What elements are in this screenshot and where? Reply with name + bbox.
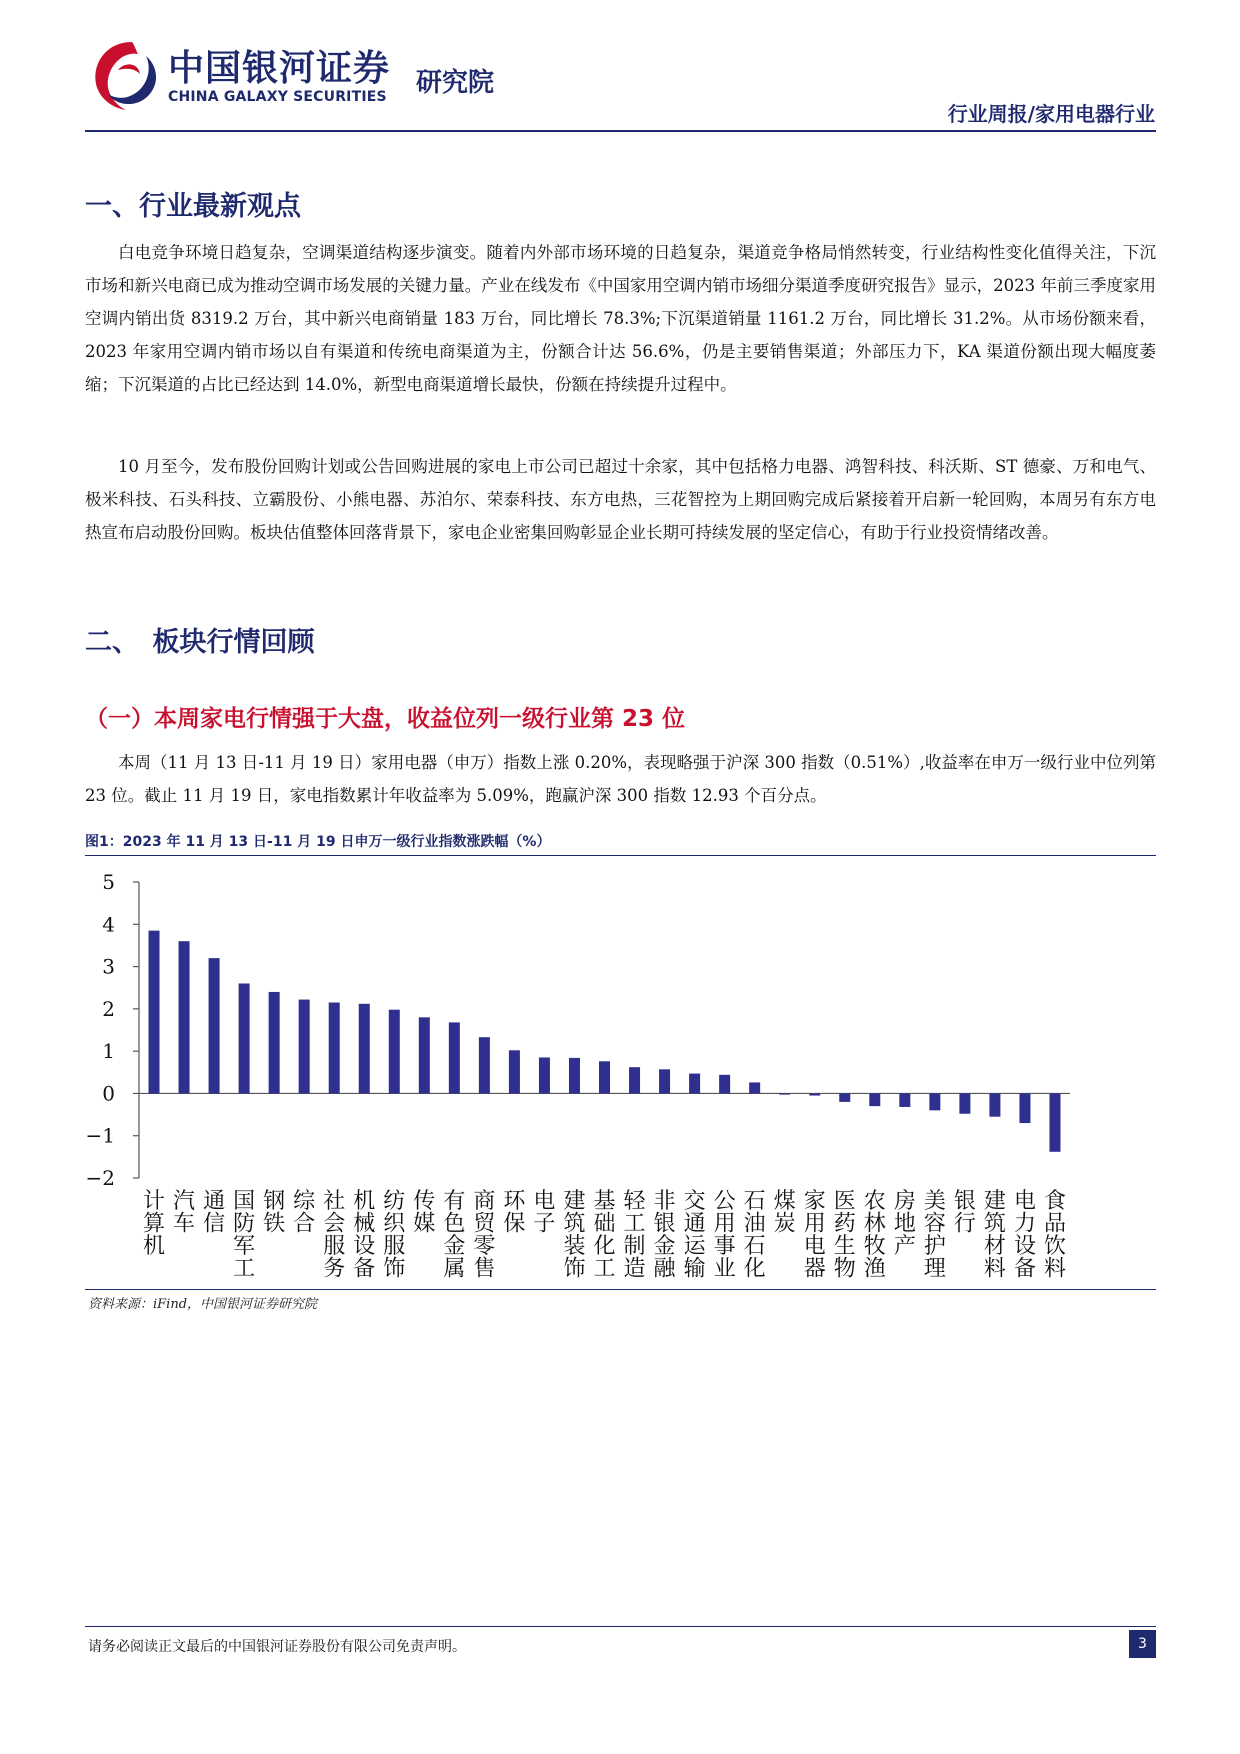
bar-国防军工: [239, 983, 250, 1093]
bar-通信: [209, 958, 220, 1093]
category-label: 电子: [533, 1189, 556, 1237]
category-label: 家用电器: [803, 1189, 826, 1282]
section-1-paragraph-1: 白电竞争环境日趋复杂，空调渠道结构逐步演变。随着内外部市场环境的日趋复杂，渠道竞争格局悄然转变，行业结构性变化值得关注，下沉市场和新兴电商已成为推动空调市场发展的关键力量。产业在线发布《中国家用空调内销市场细分渠道季度研究报告》显示，2023 年前三季度家用空调内销出货 8319.2 万台，其中新兴电商销量 183 万台，同比增长 78.3%;下沉渠道销量 1161.2 万台，同比增长 31.2%。从市场份额来看，2023 年家用空调内销市场以自有渠道和传统电商渠道为主，份额合计达 56.6%，仍是主要销售渠道；外部压力下，KA 渠道份额出现大幅度萎缩；下沉渠道的占比已经达到 14.0%，新型电商渠道增长最快，份额在持续提升过程中。: [85, 243, 1156, 394]
category-label: 汽车: [173, 1189, 196, 1237]
section-2-paragraph-1: 本周（11 月 13 日-11 月 19 日）家用电器（申万）指数上涨 0.20%，表现略强于沪深 300 指数（0.51%）,收益率在申万一级行业中位列第 23 位。截止 11 月 19 日，家电指数累计年收益率为 5.09%，跑赢沪深 300 指数 12.93 个百分点。: [85, 753, 1156, 805]
bar-非银金融: [659, 1069, 670, 1093]
y-tick-label: 1: [102, 1039, 115, 1064]
category-label: 石油石化: [743, 1189, 766, 1282]
category-label: 机械设备: [353, 1189, 376, 1282]
footer-disclaimer: 请务必阅读正文最后的中国银河证券股份有限公司免责声明。: [88, 1639, 466, 1655]
header-divider: [85, 130, 1156, 132]
bar-美容护理: [929, 1093, 940, 1110]
y-tick-label: −2: [85, 1166, 115, 1190]
category-label: 轻工制造: [623, 1189, 646, 1282]
category-label: 环保: [503, 1189, 526, 1237]
category-label: 综合: [293, 1189, 316, 1237]
bar-银行: [959, 1093, 970, 1113]
report-type: 行业周报/家用电器行业: [947, 102, 1155, 126]
bar-煤炭: [779, 1093, 790, 1094]
bar-钢铁: [269, 992, 280, 1093]
footer-divider: [85, 1626, 1156, 1627]
bar-食品饮料: [1049, 1093, 1060, 1151]
category-label: 基础化工: [593, 1189, 616, 1282]
category-label: 美容护理: [923, 1189, 946, 1282]
section-1-title: 一、行业最新观点: [85, 191, 301, 222]
category-label: 通信: [203, 1189, 226, 1237]
bar-商贸零售: [479, 1037, 490, 1093]
category-label: 银行: [953, 1189, 976, 1237]
chart-labels: [143, 1189, 1066, 1282]
category-label: 传媒: [413, 1189, 436, 1237]
logo-company-name: 中国银河证券: [168, 48, 391, 89]
figure-caption: 图1：2023 年 11 月 13 日-11 月 19 日申万一级行业指数涨跌幅（%）: [85, 834, 551, 850]
logo-institute: 研究院: [416, 68, 495, 98]
section-2-subheading: （一）本周家电行情强于大盘，收益位列一级行业第 23 位: [85, 706, 686, 732]
category-label: 公用事业: [713, 1189, 736, 1282]
y-tick-label: 4: [102, 912, 115, 937]
figure-bottom-divider: [85, 1289, 1156, 1290]
category-label: 非银金融: [653, 1189, 676, 1282]
bar-公用事业: [719, 1075, 730, 1094]
bar-家用电器: [809, 1093, 820, 1095]
category-label: 国防军工: [233, 1189, 256, 1282]
bar-建筑装饰: [569, 1058, 580, 1094]
category-label: 纺织服饰: [383, 1189, 406, 1282]
galaxy-logo-icon: [88, 36, 162, 116]
category-label: 有色金属: [443, 1189, 466, 1282]
bar-社会服务: [329, 1003, 340, 1094]
bar-有色金属: [449, 1022, 460, 1093]
y-tick-label: −1: [85, 1123, 115, 1148]
bar-纺织服饰: [389, 1010, 400, 1094]
bar-环保: [509, 1050, 520, 1093]
bar-计算机: [149, 931, 160, 1094]
bar-传媒: [419, 1017, 430, 1093]
category-label: 电力设备: [1013, 1189, 1036, 1282]
category-label: 计算机: [143, 1189, 166, 1259]
bar-建筑材料: [989, 1093, 1000, 1116]
bar-电子: [539, 1057, 550, 1093]
bar-石油石化: [749, 1082, 760, 1093]
bar-机械设备: [359, 1004, 370, 1094]
bar-房地产: [899, 1093, 910, 1107]
section-1-paragraph-2: 10 月至今，发布股份回购计划或公告回购进展的家电上市公司已超过十余家，其中包括格力电器、鸿智科技、科沃斯、ST 德豪、万和电气、极米科技、石头科技、立霸股份、小熊电器、苏泊尔、荣泰科技、东方电热，三花智控为上期回购完成后紧接着开启新一轮回购，本周另有东方电热宣布启动股份回购。板块估值整体回落背景下，家电企业密集回购彰显企业长期可持续发展的坚定信心，有助于行业投资情绪改善。: [85, 457, 1156, 542]
bar-综合: [299, 1000, 310, 1094]
section-2-title: 二、 板块行情回顾: [85, 627, 315, 658]
y-tick-label: 2: [102, 996, 115, 1021]
y-tick-label: 0: [102, 1081, 115, 1106]
category-label: 煤炭: [773, 1189, 796, 1237]
category-label: 钢铁: [263, 1189, 286, 1237]
chart-axes: [86, 870, 1070, 1190]
industry-return-bar-chart: [85, 862, 1156, 1286]
category-label: 食品饮料: [1043, 1189, 1066, 1282]
bar-医药生物: [839, 1093, 850, 1101]
figure-top-divider: [85, 855, 1156, 856]
category-label: 交通运输: [683, 1189, 706, 1282]
y-tick-label: 5: [102, 870, 115, 894]
bar-轻工制造: [629, 1067, 640, 1093]
bar-基础化工: [599, 1061, 610, 1093]
category-label: 商贸零售: [473, 1189, 496, 1282]
logo-english-name: CHINA GALAXY SECURITIES: [168, 89, 387, 105]
figure-source: 资料来源：iFind，中国银河证券研究院: [88, 1297, 318, 1312]
bar-农林牧渔: [869, 1093, 880, 1106]
page-number: 3: [1129, 1630, 1156, 1658]
chart-bars: [149, 931, 1061, 1152]
category-label: 农林牧渔: [863, 1189, 886, 1282]
category-label: 社会服务: [323, 1189, 346, 1282]
category-label: 房地产: [893, 1189, 916, 1259]
bar-交通运输: [689, 1074, 700, 1094]
category-label: 医药生物: [833, 1189, 856, 1282]
bar-汽车: [179, 941, 190, 1093]
category-label: 建筑装饰: [563, 1189, 586, 1282]
y-tick-label: 3: [102, 954, 115, 979]
category-label: 建筑材料: [983, 1189, 1006, 1282]
bar-电力设备: [1019, 1093, 1030, 1123]
